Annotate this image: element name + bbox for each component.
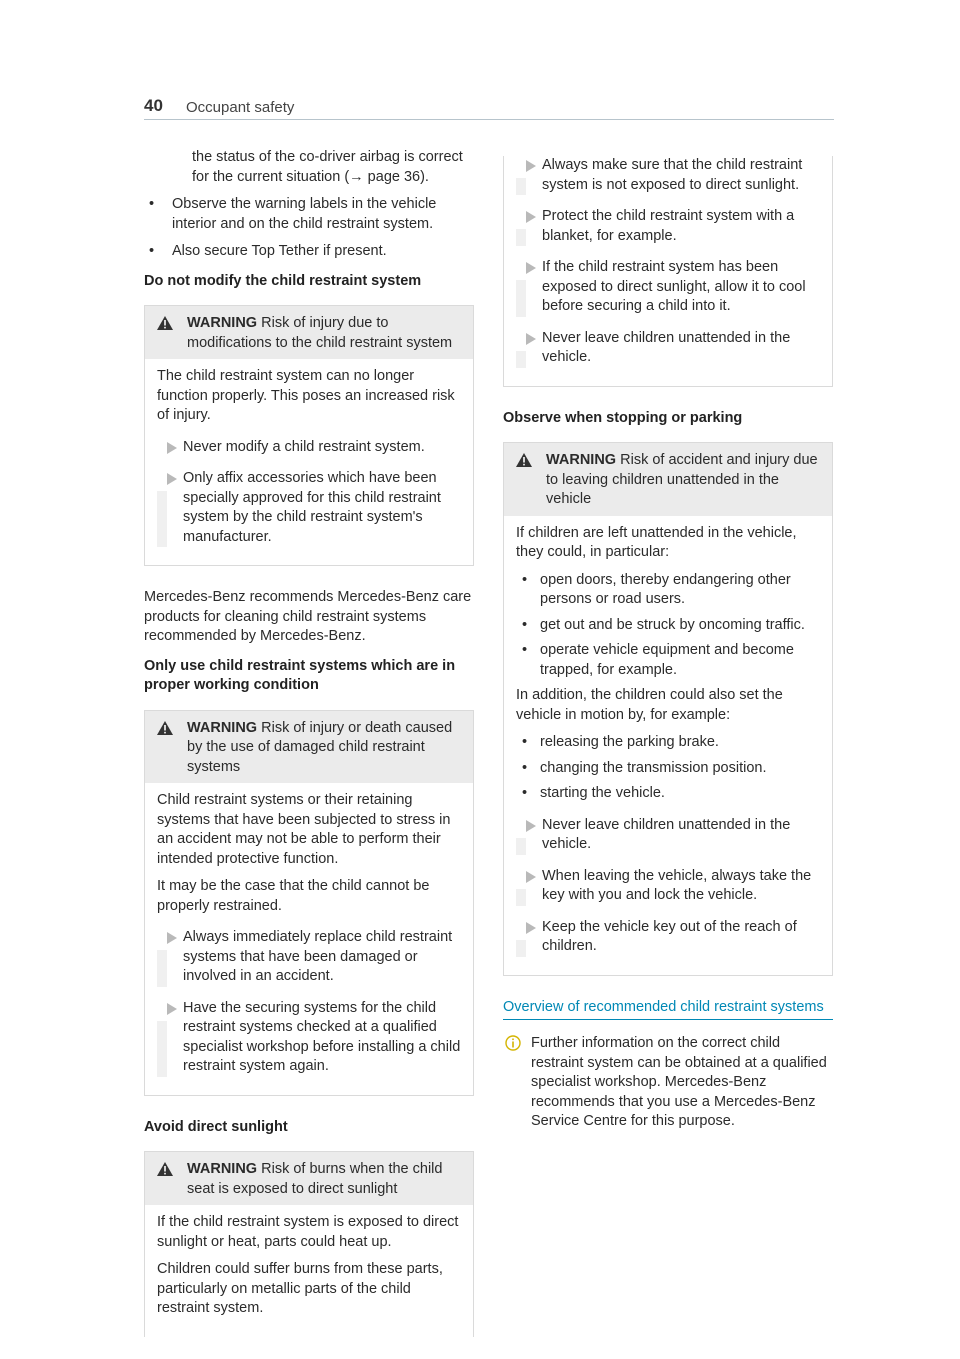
- instruction-step: Keep the vehicle key out of the reach of children.: [516, 918, 820, 957]
- warning-box: [144, 305, 474, 566]
- instruction-step: Have the securing systems for the child restraint systems checked at a qualified specialist workshop before installing a child restraint system again.: [157, 999, 461, 1077]
- warning-title: Risk of injury due to modifications to the child restraint system: [187, 315, 453, 351]
- instruction-step: Never leave children unattended in the vehicle.: [516, 329, 820, 368]
- warning-text: If children are left unattended in the vehicle, they could, in particular:: [516, 524, 797, 560]
- continued-warning-box: [503, 156, 833, 387]
- instruction-step: Always immediately replace child restraint systems that have been damaged or involved in an accident.: [157, 928, 461, 987]
- bullet-icon: •: [522, 734, 528, 750]
- warning-triangle-icon: [157, 316, 173, 337]
- info-icon: [505, 1035, 521, 1058]
- warning-text: Children could suffer burns from these parts, particularly on metallic parts of the child restraint system.: [157, 1261, 443, 1316]
- warning-text: Child restraint systems or their retaining systems that have been subjected to stress in an accident may not be able to perform their intended protective function.: [157, 792, 451, 867]
- warning-text: In addition, the children could also set the vehicle in motion by, for example:: [516, 687, 783, 723]
- warning-text: It may be the case that the child cannot be properly restrained.: [157, 878, 430, 914]
- warning-box: [144, 1151, 474, 1337]
- bullet-icon: •: [522, 759, 528, 776]
- warning-label: WARNING: [187, 1161, 258, 1177]
- warning-body: [145, 359, 473, 565]
- note-text: Further information on the correct child restraint system can be obtained at a qualified specialist workshop. Mercedes-Benz recommends that you use a Mercedes-Benz Service Centre for this purpose.: [531, 1035, 827, 1129]
- warning-text: If the child restraint system is exposed to direct sunlight or heat, parts could heat up.: [157, 1214, 459, 1250]
- bullet-icon: •: [522, 785, 528, 801]
- step-arrow-icon: [526, 333, 536, 345]
- instruction-step: Only affix accessories which have been specially approved for this child restraint system by the child restraint system's manufacturer.: [157, 469, 461, 547]
- instruction-step: Protect the child restraint system with a blanket, for example.: [516, 207, 820, 246]
- warning-body: [145, 1205, 473, 1337]
- info-note: [503, 1034, 833, 1132]
- warning-header: [145, 1152, 473, 1205]
- page-number: 40: [144, 96, 163, 115]
- warning-triangle-icon: [157, 1162, 173, 1183]
- section-heading: Only use child restraint systems which are in proper working condition: [144, 657, 456, 693]
- step-arrow-icon: [526, 160, 536, 172]
- step-arrow-icon: [526, 871, 536, 883]
- warning-label: WARNING: [546, 452, 617, 468]
- section-heading: Do not modify the child restraint system: [144, 272, 422, 289]
- bullet-icon: •: [522, 616, 528, 633]
- step-arrow-icon: [526, 262, 536, 274]
- warning-body: [504, 516, 832, 975]
- warning-box: [144, 710, 474, 1096]
- list-item: • open doors, thereby endangering other persons or road users.: [522, 571, 791, 607]
- step-arrow-icon: [167, 932, 177, 944]
- warning-header: [504, 443, 832, 516]
- warning-body: [145, 783, 473, 1095]
- step-arrow-icon: [526, 820, 536, 832]
- step-arrow-icon: [167, 473, 177, 485]
- step-arrow-icon: [167, 1003, 177, 1015]
- list-item: • Observe the warning labels in the vehicle interior and on the child restraint system.: [144, 195, 474, 234]
- warning-body: [504, 156, 832, 386]
- bullet-icon: •: [522, 571, 528, 588]
- bullet-icon: •: [149, 196, 155, 212]
- warning-header: [145, 306, 473, 359]
- body-paragraph: Mercedes-Benz recommends Mercedes-Benz care products for cleaning child restraint systems recommended by Mercedes-Benz.: [144, 589, 472, 644]
- warning-label: WARNING: [187, 719, 258, 736]
- warning-box: [503, 442, 833, 976]
- step-arrow-icon: [526, 211, 536, 223]
- instruction-step: When leaving the vehicle, always take the key with you and lock the vehicle.: [516, 867, 820, 906]
- page-header: [144, 93, 834, 120]
- instruction-step: If the child restraint system has been exposed to direct sunlight, allow it to cool before securing a child into it.: [516, 258, 820, 317]
- warning-title: Risk of accident and injury due to leaving children unattended in the vehicle: [546, 452, 818, 507]
- bullet-icon: •: [522, 642, 528, 658]
- list-item: • Also secure Top Tether if present.: [144, 242, 474, 262]
- warning-title: Risk of burns when the child seat is exposed to direct sunlight: [187, 1161, 443, 1197]
- right-column: [503, 150, 833, 1132]
- warning-label: WARNING: [187, 315, 258, 331]
- continued-text: the status of the co-driver airbag is correct for the current situation (→ page 36).: [192, 149, 463, 185]
- list-item: • get out and be struck by oncoming traffic.: [516, 616, 820, 636]
- section-heading: Avoid direct sunlight: [144, 1118, 288, 1135]
- left-column: [144, 148, 474, 1359]
- warning-header: [145, 711, 473, 784]
- warning-title: Risk of injury or death caused by the use of damaged child restraint systems: [187, 719, 453, 775]
- step-arrow-icon: [526, 922, 536, 934]
- step-arrow-icon: [167, 442, 177, 454]
- warning-triangle-icon: [516, 453, 532, 474]
- list-item: • operate vehicle equipment and become trapped, for example.: [522, 642, 794, 678]
- list-item: • releasing the parking brake.: [516, 733, 820, 753]
- warning-triangle-icon: [157, 721, 173, 742]
- instruction-step: Never modify a child restraint system.: [157, 438, 461, 458]
- instruction-step: Never leave children unattended in the vehicle.: [516, 816, 820, 855]
- list-item: • changing the transmission position.: [516, 759, 820, 779]
- warning-text: The child restraint system can no longer function properly. This poses an increased risk of injury.: [157, 368, 455, 423]
- section-heading: Observe when stopping or parking: [503, 409, 743, 426]
- section-link-overview[interactable]: Overview of recommended child restraint systems: [503, 998, 833, 1021]
- list-item: • starting the vehicle.: [516, 784, 820, 804]
- instruction-step: Always make sure that the child restraint system is not exposed to direct sunlight.: [516, 156, 820, 195]
- bullet-icon: •: [149, 243, 155, 259]
- page-section-title: Occupant safety: [186, 99, 295, 116]
